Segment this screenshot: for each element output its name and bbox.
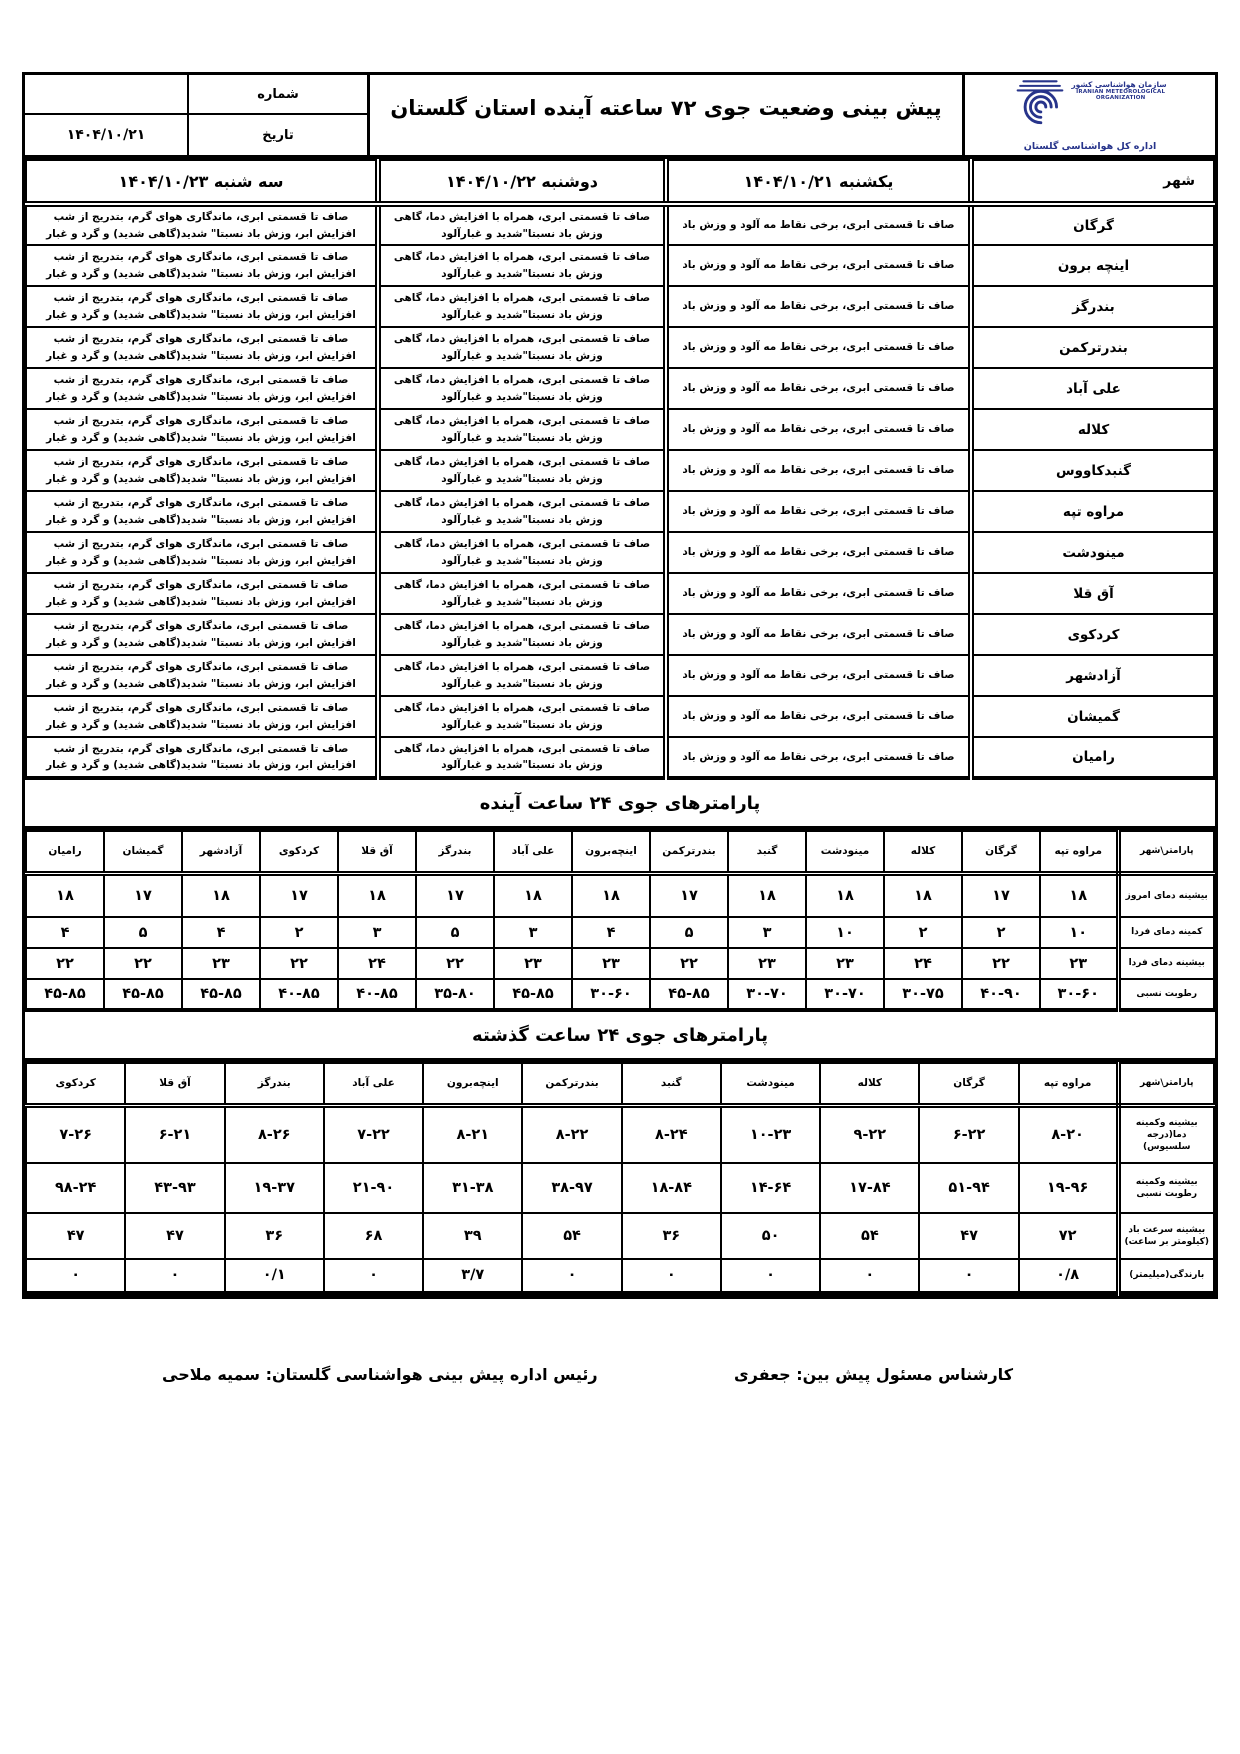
params-value: ۴۰-۸۵: [338, 979, 416, 1010]
params-value: ۱۷-۸۴: [820, 1163, 919, 1213]
params-value: ۱۸: [1040, 873, 1118, 917]
city-name: اینچه برون: [971, 245, 1214, 286]
forecast-sunday: صاف تا قسمتی ابری، برخی نقاط مه آلود و وزش باد: [666, 286, 971, 327]
params-value: ۱۸: [728, 873, 806, 917]
params-row-label: بیشینه وکمینه دما(درجه سلسیوس): [1118, 1105, 1214, 1163]
org-name-fa: سازمان هواشناسی کشور: [1071, 80, 1167, 89]
params-row-label: بیشینه وکمینه رطوبت نسبی: [1118, 1163, 1214, 1213]
params-city-header: مراوه تپه: [1040, 831, 1118, 873]
params-value: ۳۱-۳۸: [423, 1163, 522, 1213]
forecast-tuesday: صاف تا قسمتی ابری، ماندگاری هوای گرم، بتدریج از شب افزایش ابر، وزش باد نسبتا" شدید(گاهی شدید) و گرد و غبار: [26, 491, 378, 532]
params-value: ۱۹-۳۷: [225, 1163, 324, 1213]
params-value: ۳۹: [423, 1213, 522, 1259]
params-city-header: گرگان: [919, 1063, 1018, 1105]
params-value: ۱۷: [650, 873, 728, 917]
params-row-label: بیشینه دمای فردا: [1118, 948, 1214, 979]
params-row: [26, 873, 1214, 917]
forecast-monday: صاف تا قسمتی ابری، همراه با افزایش دما، گاهی وزش باد نسبتا"شدید و غبارآلود: [378, 368, 666, 409]
params-value: ۳/۷: [423, 1259, 522, 1293]
params-city-header: بندرگز: [416, 831, 494, 873]
city-column-header: شهر: [971, 160, 1214, 204]
params-value: ۲۲: [962, 948, 1040, 979]
params-city-header: علی آباد: [324, 1063, 423, 1105]
params-value: ۵۴: [820, 1213, 919, 1259]
params-value: ۲۱-۹۰: [324, 1163, 423, 1213]
params-value: ۲۳: [182, 948, 260, 979]
params-city-header: بندرترکمن: [650, 831, 728, 873]
params-value: ۳۰-۷۵: [884, 979, 962, 1010]
forecast-sunday: صاف تا قسمتی ابری، برخی نقاط مه آلود و وزش باد: [666, 696, 971, 737]
future-params-title: پارامترهای جوی ۲۴ ساعت آینده: [25, 780, 1215, 830]
forecast-monday: صاف تا قسمتی ابری، همراه با افزایش دما، گاهی وزش باد نسبتا"شدید و غبارآلود: [378, 532, 666, 573]
city-name: آزادشهر: [971, 655, 1214, 696]
params-value: ۲۲: [650, 948, 728, 979]
bulletin-frame: [22, 72, 1218, 1299]
params-value: ۷-۲۶: [26, 1105, 125, 1163]
meta-box: [25, 75, 370, 155]
params-row-label: بیشینه دمای امروز: [1118, 873, 1214, 917]
forecast-monday: صاف تا قسمتی ابری، همراه با افزایش دما، گاهی وزش باد نسبتا"شدید و غبارآلود: [378, 204, 666, 245]
params-city-header: گرگان: [962, 831, 1040, 873]
params-row: [26, 1213, 1214, 1259]
params-value: ۱۰-۲۳: [721, 1105, 820, 1163]
params-value: ۴۵-۸۵: [494, 979, 572, 1010]
params-value: ۰: [522, 1259, 621, 1293]
params-value: ۶-۲۱: [125, 1105, 224, 1163]
params-value: ۹-۲۲: [820, 1105, 919, 1163]
forecast-sunday: صاف تا قسمتی ابری، برخی نقاط مه آلود و وزش باد: [666, 245, 971, 286]
forecast-tuesday: صاف تا قسمتی ابری، ماندگاری هوای گرم، بتدریج از شب افزایش ابر، وزش باد نسبتا" شدید(گاهی شدید) و گرد و غبار: [26, 450, 378, 491]
forecast-monday: صاف تا قسمتی ابری، همراه با افزایش دما، گاهی وزش باد نسبتا"شدید و غبارآلود: [378, 245, 666, 286]
params-row: [26, 1259, 1214, 1293]
forecast-row: [26, 245, 1214, 286]
params-value: ۱۰: [1040, 917, 1118, 948]
forecast-header-row: [26, 160, 1214, 204]
params-value: ۴۵-۸۵: [26, 979, 104, 1010]
params-value: ۱۸: [494, 873, 572, 917]
forecast-row: [26, 573, 1214, 614]
params-value: ۲۳: [572, 948, 650, 979]
forecast-monday: صاف تا قسمتی ابری، همراه با افزایش دما، گاهی وزش باد نسبتا"شدید و غبارآلود: [378, 696, 666, 737]
params-city-header: بندرترکمن: [522, 1063, 621, 1105]
forecast-sunday: صاف تا قسمتی ابری، برخی نقاط مه آلود و وزش باد: [666, 655, 971, 696]
params-value: ۰: [622, 1259, 721, 1293]
params-value: ۴۷: [26, 1213, 125, 1259]
number-label: شماره: [187, 75, 367, 115]
forecast-tuesday: صاف تا قسمتی ابری، ماندگاری هوای گرم، بتدریج از شب افزایش ابر، وزش باد نسبتا" شدید(گاهی شدید) و گرد و غبار: [26, 614, 378, 655]
city-name: بندرترکمن: [971, 327, 1214, 368]
forecast-sunday: صاف تا قسمتی ابری، برخی نقاط مه آلود و وزش باد: [666, 532, 971, 573]
city-name: مراوه تپه: [971, 491, 1214, 532]
params-value: ۰/۱: [225, 1259, 324, 1293]
forecast-sunday: صاف تا قسمتی ابری، برخی نقاط مه آلود و وزش باد: [666, 491, 971, 532]
forecast-sunday: صاف تا قسمتی ابری، برخی نقاط مه آلود و وزش باد: [666, 450, 971, 491]
forecast-row: [26, 327, 1214, 368]
params-value: ۲: [962, 917, 1040, 948]
params-value: ۴: [182, 917, 260, 948]
params-value: ۱۰: [806, 917, 884, 948]
params-city-header: گنبد: [622, 1063, 721, 1105]
past-params-table: [25, 1062, 1215, 1296]
met-org-spiral-icon: [1013, 78, 1067, 126]
params-value: ۳۰-۷۰: [806, 979, 884, 1010]
forecast-table: [25, 159, 1215, 780]
params-value: ۵۴: [522, 1213, 621, 1259]
params-value: ۸-۲۶: [225, 1105, 324, 1163]
params-row: [26, 948, 1214, 979]
params-value: ۱۸: [338, 873, 416, 917]
forecast-row: [26, 532, 1214, 573]
params-city-header: آزادشهر: [182, 831, 260, 873]
forecast-monday: صاف تا قسمتی ابری، همراه با افزایش دما، گاهی وزش باد نسبتا"شدید و غبارآلود: [378, 655, 666, 696]
params-row: [26, 917, 1214, 948]
forecast-sunday: صاف تا قسمتی ابری، برخی نقاط مه آلود و وزش باد: [666, 409, 971, 450]
params-city-header: مینودشت: [806, 831, 884, 873]
forecast-monday: صاف تا قسمتی ابری، همراه با افزایش دما، گاهی وزش باد نسبتا"شدید و غبارآلود: [378, 450, 666, 491]
params-value: ۶۸: [324, 1213, 423, 1259]
office-name: اداره کل هواشناسی گلستان: [1023, 141, 1157, 152]
params-value: ۰: [26, 1259, 125, 1293]
forecast-row: [26, 204, 1214, 245]
params-value: ۱۷: [260, 873, 338, 917]
forecast-row: [26, 409, 1214, 450]
city-name: کلاله: [971, 409, 1214, 450]
params-value: ۲۳: [806, 948, 884, 979]
params-row: [26, 1105, 1214, 1163]
params-value: ۳۰-۷۰: [728, 979, 806, 1010]
params-city-header: مینودشت: [721, 1063, 820, 1105]
params-value: ۱۸-۸۴: [622, 1163, 721, 1213]
params-value: ۴: [26, 917, 104, 948]
number-value: [25, 75, 187, 115]
title-box: [370, 75, 962, 155]
city-name: آق قلا: [971, 573, 1214, 614]
forecast-tuesday: صاف تا قسمتی ابری، ماندگاری هوای گرم، بتدریج از شب افزایش ابر، وزش باد نسبتا" شدید(گاهی شدید) و گرد و غبار: [26, 696, 378, 737]
params-row: [26, 1163, 1214, 1213]
params-row-label: رطوبت نسبی: [1118, 979, 1214, 1010]
params-city-header: کلاله: [820, 1063, 919, 1105]
params-corner-header: پارامتر\شهر: [1118, 1063, 1214, 1105]
params-value: ۴: [572, 917, 650, 948]
params-value: ۰: [125, 1259, 224, 1293]
params-value: ۲۳: [1040, 948, 1118, 979]
forecast-monday: صاف تا قسمتی ابری، همراه با افزایش دما، گاهی وزش باد نسبتا"شدید و غبارآلود: [378, 573, 666, 614]
params-value: ۴۰-۸۵: [260, 979, 338, 1010]
org-logo-top: [971, 78, 1209, 126]
city-name: مینودشت: [971, 532, 1214, 573]
params-value: ۰: [919, 1259, 1018, 1293]
params-value: ۳۰-۶۰: [572, 979, 650, 1010]
params-row-label: بارندگی(میلیمتر): [1118, 1259, 1214, 1293]
params-value: ۷۲: [1019, 1213, 1118, 1259]
sunday-column-header: یکشنبه ۱۴۰۴/۱۰/۲۱: [666, 160, 971, 204]
params-value: ۴۷: [919, 1213, 1018, 1259]
params-corner-header: پارامتر\شهر: [1118, 831, 1214, 873]
monday-column-header: دوشنبه ۱۴۰۴/۱۰/۲۲: [378, 160, 666, 204]
params-value: ۸-۲۱: [423, 1105, 522, 1163]
forecast-monday: صاف تا قسمتی ابری، همراه با افزایش دما، گاهی وزش باد نسبتا"شدید و غبارآلود: [378, 286, 666, 327]
forecast-tuesday: صاف تا قسمتی ابری، ماندگاری هوای گرم، بتدریج از شب افزایش ابر، وزش باد نسبتا" شدید(گاهی شدید) و گرد و غبار: [26, 204, 378, 245]
params-value: ۳: [494, 917, 572, 948]
params-value: ۱۸: [182, 873, 260, 917]
params-city-header: کلاله: [884, 831, 962, 873]
params-city-header: آق قلا: [338, 831, 416, 873]
params-city-header: کردکوی: [26, 1063, 125, 1105]
params-city-header: رامیان: [26, 831, 104, 873]
forecast-tuesday: صاف تا قسمتی ابری، ماندگاری هوای گرم، بتدریج از شب افزایش ابر، وزش باد نسبتا" شدید(گاهی شدید) و گرد و غبار: [26, 286, 378, 327]
params-value: ۲۳: [728, 948, 806, 979]
forecast-sunday: صاف تا قسمتی ابری، برخی نقاط مه آلود و وزش باد: [666, 737, 971, 778]
office-head-signature: رئیس اداره پیش بینی هواشناسی گلستان: سمیه ملاحی: [162, 1365, 598, 1384]
forecast-tuesday: صاف تا قسمتی ابری، ماندگاری هوای گرم، بتدریج از شب افزایش ابر، وزش باد نسبتا" شدید(گاهی شدید) و گرد و غبار: [26, 655, 378, 696]
params-value: ۳۶: [225, 1213, 324, 1259]
params-value: ۱۷: [416, 873, 494, 917]
params-city-header: علی آباد: [494, 831, 572, 873]
params-value: ۱۴-۶۴: [721, 1163, 820, 1213]
forecast-row: [26, 696, 1214, 737]
org-name-en: IRANIAN METEOROLOGICAL ORGANIZATION: [1076, 89, 1166, 102]
forecast-sunday: صاف تا قسمتی ابری، برخی نقاط مه آلود و وزش باد: [666, 573, 971, 614]
forecast-sunday: صاف تا قسمتی ابری، برخی نقاط مه آلود و وزش باد: [666, 614, 971, 655]
bulletin-header: [25, 75, 1215, 159]
params-value: ۰: [721, 1259, 820, 1293]
params-value: ۶-۲۲: [919, 1105, 1018, 1163]
city-name: علی آباد: [971, 368, 1214, 409]
forecast-sunday: صاف تا قسمتی ابری، برخی نقاط مه آلود و وزش باد: [666, 204, 971, 245]
params-city-header: اینچه‌برون: [423, 1063, 522, 1105]
org-logo-block: [962, 75, 1215, 155]
forecast-row: [26, 286, 1214, 327]
city-name: بندرگز: [971, 286, 1214, 327]
params-city-header: اینچه‌برون: [572, 831, 650, 873]
params-value: ۴۳-۹۳: [125, 1163, 224, 1213]
forecast-monday: صاف تا قسمتی ابری، همراه با افزایش دما، گاهی وزش باد نسبتا"شدید و غبارآلود: [378, 491, 666, 532]
city-name: کردکوی: [971, 614, 1214, 655]
params-city-header: بندرگز: [225, 1063, 324, 1105]
signature-footer: [22, 1365, 1218, 1384]
params-value: ۱۷: [962, 873, 1040, 917]
params-value: ۳۶: [622, 1213, 721, 1259]
forecast-tuesday: صاف تا قسمتی ابری، ماندگاری هوای گرم، بتدریج از شب افزایش ابر، وزش باد نسبتا" شدید(گاهی شدید) و گرد و غبار: [26, 409, 378, 450]
forecaster-signature: کارشناس مسئول پیش بین: جعفری: [734, 1365, 1013, 1384]
city-name: گنبدکاووس: [971, 450, 1214, 491]
forecast-monday: صاف تا قسمتی ابری، همراه با افزایش دما، گاهی وزش باد نسبتا"شدید و غبارآلود: [378, 327, 666, 368]
params-row: [26, 979, 1214, 1010]
forecast-row: [26, 614, 1214, 655]
params-city-header: گنبد: [728, 831, 806, 873]
params-value: ۴۵-۸۵: [182, 979, 260, 1010]
params-value: ۱۹-۹۶: [1019, 1163, 1118, 1213]
forecast-row: [26, 450, 1214, 491]
past-params-title: پارامترهای جوی ۲۴ ساعت گذشته: [25, 1012, 1215, 1062]
params-value: ۳: [338, 917, 416, 948]
params-value: ۰/۸: [1019, 1259, 1118, 1293]
params-value: ۵: [416, 917, 494, 948]
params-value: ۱۸: [884, 873, 962, 917]
forecast-monday: صاف تا قسمتی ابری، همراه با افزایش دما، گاهی وزش باد نسبتا"شدید و غبارآلود: [378, 614, 666, 655]
params-value: ۳۵-۸۰: [416, 979, 494, 1010]
city-name: گرگان: [971, 204, 1214, 245]
forecast-tuesday: صاف تا قسمتی ابری، ماندگاری هوای گرم، بتدریج از شب افزایش ابر، وزش باد نسبتا" شدید(گاهی شدید) و گرد و غبار: [26, 573, 378, 614]
params-value: ۲۲: [104, 948, 182, 979]
params-value: ۰: [820, 1259, 919, 1293]
page-title: پیش بینی وضعیت جوی ۷۲ ساعته آینده استان گلستان: [390, 96, 942, 120]
params-header-row: [26, 1063, 1214, 1105]
forecast-sunday: صاف تا قسمتی ابری، برخی نقاط مه آلود و وزش باد: [666, 368, 971, 409]
city-name: رامیان: [971, 737, 1214, 778]
params-value: ۳: [728, 917, 806, 948]
params-value: ۲۴: [338, 948, 416, 979]
params-value: ۸-۲۲: [522, 1105, 621, 1163]
params-value: ۹۸-۲۴: [26, 1163, 125, 1213]
params-value: ۵۱-۹۴: [919, 1163, 1018, 1213]
forecast-row: [26, 737, 1214, 778]
future-params-table: [25, 830, 1215, 1012]
params-value: ۴۰-۹۰: [962, 979, 1040, 1010]
params-value: ۴۵-۸۵: [650, 979, 728, 1010]
forecast-row: [26, 655, 1214, 696]
params-value: ۲۴: [884, 948, 962, 979]
params-value: ۴۷: [125, 1213, 224, 1259]
date-value: ۱۴۰۴/۱۰/۲۱: [66, 127, 146, 143]
forecast-row: [26, 368, 1214, 409]
tuesday-column-header: سه شنبه ۱۴۰۴/۱۰/۲۳: [26, 160, 378, 204]
forecast-tuesday: صاف تا قسمتی ابری، ماندگاری هوای گرم، بتدریج از شب افزایش ابر، وزش باد نسبتا" شدید(گاهی شدید) و گرد و غبار: [26, 327, 378, 368]
params-row-label: بیشینه سرعت باد (کیلومتر بر ساعت): [1118, 1213, 1214, 1259]
params-value: ۸-۲۰: [1019, 1105, 1118, 1163]
forecast-monday: صاف تا قسمتی ابری، همراه با افزایش دما، گاهی وزش باد نسبتا"شدید و غبارآلود: [378, 409, 666, 450]
params-row-label: کمینه دمای فردا: [1118, 917, 1214, 948]
params-value: ۲۲: [416, 948, 494, 979]
params-value: ۱۸: [806, 873, 884, 917]
forecast-sunday: صاف تا قسمتی ابری، برخی نقاط مه آلود و وزش باد: [666, 327, 971, 368]
params-value: ۲۲: [26, 948, 104, 979]
params-value: ۵۰: [721, 1213, 820, 1259]
forecast-monday: صاف تا قسمتی ابری، همراه با افزایش دما، گاهی وزش باد نسبتا"شدید و غبارآلود: [378, 737, 666, 778]
params-city-header: کردکوی: [260, 831, 338, 873]
date-label: تاریخ: [187, 115, 367, 155]
forecast-tuesday: صاف تا قسمتی ابری، ماندگاری هوای گرم، بتدریج از شب افزایش ابر، وزش باد نسبتا" شدید(گاهی شدید) و گرد و غبار: [26, 245, 378, 286]
params-value: ۳۸-۹۷: [522, 1163, 621, 1213]
forecast-tuesday: صاف تا قسمتی ابری، ماندگاری هوای گرم، بتدریج از شب افزایش ابر، وزش باد نسبتا" شدید(گاهی شدید) و گرد و غبار: [26, 532, 378, 573]
params-value: ۷-۲۲: [324, 1105, 423, 1163]
params-value: ۲۲: [260, 948, 338, 979]
forecast-tuesday: صاف تا قسمتی ابری، ماندگاری هوای گرم، بتدریج از شب افزایش ابر، وزش باد نسبتا" شدید(گاهی شدید) و گرد و غبار: [26, 368, 378, 409]
city-name: گمیشان: [971, 696, 1214, 737]
params-value: ۴۵-۸۵: [104, 979, 182, 1010]
params-value: ۲: [884, 917, 962, 948]
params-value: ۵: [104, 917, 182, 948]
params-value: ۲: [260, 917, 338, 948]
params-value: ۱۸: [26, 873, 104, 917]
params-city-header: آق قلا: [125, 1063, 224, 1105]
forecast-tuesday: صاف تا قسمتی ابری، ماندگاری هوای گرم، بتدریج از شب افزایش ابر، وزش باد نسبتا" شدید(گاهی شدید) و گرد و غبار: [26, 737, 378, 778]
org-logo-titles: [1071, 78, 1166, 102]
params-value: ۰: [324, 1259, 423, 1293]
params-city-header: گمیشان: [104, 831, 182, 873]
forecast-row: [26, 491, 1214, 532]
params-value: ۵: [650, 917, 728, 948]
params-value: ۳۰-۶۰: [1040, 979, 1118, 1010]
params-city-header: مراوه تپه: [1019, 1063, 1118, 1105]
params-value: ۸-۲۴: [622, 1105, 721, 1163]
params-header-row: [26, 831, 1214, 873]
params-value: ۲۳: [494, 948, 572, 979]
params-value: ۱۷: [104, 873, 182, 917]
params-value: ۱۸: [572, 873, 650, 917]
